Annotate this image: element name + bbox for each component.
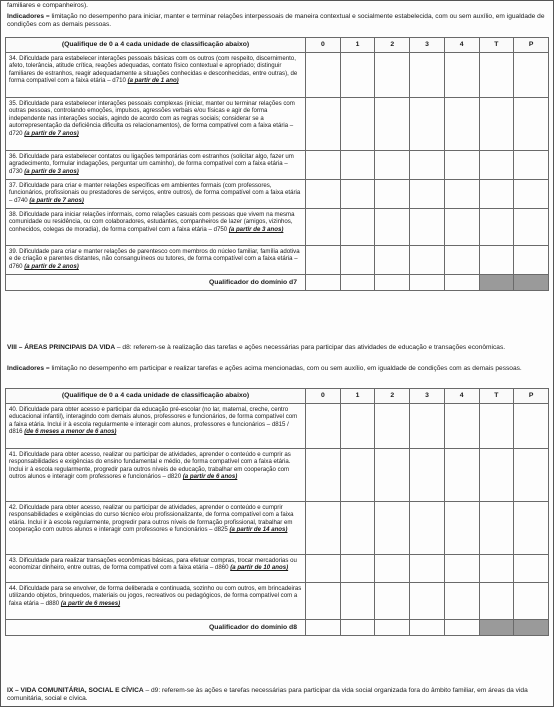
qualifier-cell-shaded [479, 619, 514, 636]
col-4: 4 [444, 38, 479, 53]
col-3: 3 [410, 389, 445, 404]
score-cell[interactable] [514, 554, 549, 582]
score-cell[interactable] [306, 448, 341, 501]
score-cell[interactable] [444, 448, 479, 501]
d8-table [5, 388, 549, 636]
score-cell[interactable] [340, 403, 375, 448]
score-cell[interactable] [375, 448, 410, 501]
score-cell[interactable] [410, 582, 445, 619]
item-44: 44. Dificuldade para se envolver, de forma deliberada e continuada, sozinho ou com outros, em brincadeiras utilizando objetos, brinquedos, materiais ou jogos, recreativos ou pedagógicos, de forma compatível com a faixa etária – d880 (a partir de 6 meses) [6, 582, 306, 619]
table-row [6, 97, 549, 150]
score-cell[interactable] [444, 403, 479, 448]
col-p: P [514, 38, 549, 53]
score-cell[interactable] [340, 150, 375, 179]
score-cell[interactable] [444, 554, 479, 582]
table-row [6, 245, 549, 274]
table-row [6, 554, 549, 582]
qualifier-cell-shaded [514, 619, 549, 636]
col-t: T [479, 38, 514, 53]
score-cell[interactable] [375, 501, 410, 554]
carryover-text: familiares e companheiros). [7, 2, 88, 9]
qualifier-cell[interactable] [340, 274, 375, 291]
qualifier-cell[interactable] [306, 619, 341, 636]
score-cell[interactable] [375, 582, 410, 619]
item-43: 43. Dificuldade para realizar transações econômicas básicas, para efetuar compras, trocar mercadorias ou economizar dinheiro, entre outras, de forma compatível com a faixa etária – d860 (a partir de 10 anos) [6, 554, 306, 582]
qualifier-cell-shaded [479, 274, 514, 291]
item-36: 36. Dificuldade para estabelecer contatos ou ligações temporárias com estranhos (solicitar algo, fazer um agradecimento, formular indagações, perguntar um caminho), de forma compatível com a faixa etária – d730 (a partir de 3 anos) [6, 150, 306, 179]
score-cell[interactable] [375, 97, 410, 150]
score-cell[interactable] [514, 501, 549, 554]
d8-header-instruction: (Qualifique de 0 a 4 cada unidade de classificação abaixo) [6, 389, 306, 404]
d7-indicators [7, 13, 547, 30]
score-cell[interactable] [340, 448, 375, 501]
score-cell[interactable] [410, 448, 445, 501]
qualifier-cell[interactable] [306, 274, 341, 291]
col-1: 1 [340, 389, 375, 404]
score-cell[interactable] [340, 245, 375, 274]
table-row [6, 582, 549, 619]
qualifier-cell[interactable] [410, 274, 445, 291]
score-cell[interactable] [306, 150, 341, 179]
col-1: 1 [340, 38, 375, 53]
d7-header-row [6, 38, 549, 53]
score-cell[interactable] [410, 501, 445, 554]
score-cell[interactable] [375, 208, 410, 245]
score-cell[interactable] [479, 448, 514, 501]
d8-title [7, 344, 547, 352]
col-4: 4 [444, 389, 479, 404]
score-cell[interactable] [306, 97, 341, 150]
score-cell[interactable] [340, 554, 375, 582]
score-cell[interactable] [514, 150, 549, 179]
score-cell[interactable] [479, 403, 514, 448]
score-cell[interactable] [340, 208, 375, 245]
col-p: P [514, 389, 549, 404]
score-cell[interactable] [479, 52, 514, 97]
score-cell[interactable] [375, 150, 410, 179]
d7-qualifier-row [6, 274, 549, 291]
score-cell[interactable] [340, 582, 375, 619]
score-cell[interactable] [514, 208, 549, 245]
col-0: 0 [306, 38, 341, 53]
table-row [6, 52, 549, 97]
score-cell[interactable] [306, 501, 341, 554]
score-cell[interactable] [479, 179, 514, 208]
score-cell[interactable] [514, 403, 549, 448]
d8-indicators-text: = limitação no desempenho em participar e realizar tarefas e ações acima mencionadas, com ou sem auxílio, em igualdade de condições com as demais pessoas. [44, 365, 522, 372]
score-cell[interactable] [444, 501, 479, 554]
d8-title-heading: VIII – ÁREAS PRINCIPAIS DA VIDA [7, 344, 116, 351]
d8-qualifier-label: Qualificador do domínio d8 [6, 619, 306, 636]
score-cell[interactable] [444, 52, 479, 97]
d7-qualifier-label: Qualificador do domínio d7 [6, 274, 306, 291]
item-35: 35. Dificuldade para estabelecer interações pessoais complexas (iniciar, manter ou terminar relações com outras pessoas, controlando emoções, impulsos, agressões verbais e/ou físicas e agir de forma independente nas interações sociais, agindo de acordo com as regras sociais; considerar se a autorrepresentação da deficiência dificulta os relacionamentos), de forma compatível com a faixa etária – d720 (a partir de 7 anos) [6, 97, 306, 150]
qualifier-cell[interactable] [444, 274, 479, 291]
item-40: 40. Dificuldade para obter acesso e participar da educação pré-escolar (no lar, maternal, creche, centro educacional infantil), interagindo com demais alunos, professores e funcionários, de forma compatível com a faixa etária. Inclui ir à escola regularmente e interagir com alunos, professores e funcionários – d815 / d816 (de 6 meses a menor de 6 anos) [6, 403, 306, 448]
score-cell[interactable] [444, 582, 479, 619]
score-cell[interactable] [306, 179, 341, 208]
score-cell[interactable] [410, 52, 445, 97]
item-41: 41. Dificuldade para obter acesso, realizar ou participar de atividades, aprender o conteúdo e cumprir as responsabilidades e exigências do ensino fundamental e médio, de forma compatível com a faixa etária. Inclui ir à escola regularmente, progredir para outros níveis de educação, trabalhar em cooperação com outros alunos e interagir com professores e funcionários – d820 (a partir de 6 anos) [6, 448, 306, 501]
d7-table [5, 37, 549, 291]
score-cell[interactable] [479, 554, 514, 582]
col-2: 2 [375, 389, 410, 404]
col-0: 0 [306, 389, 341, 404]
score-cell[interactable] [410, 150, 445, 179]
score-cell[interactable] [410, 208, 445, 245]
score-cell[interactable] [479, 582, 514, 619]
d9-title-heading: IX – VIDA COMUNITÁRIA, SOCIAL E CÍVICA [7, 687, 144, 694]
table-row [6, 501, 549, 554]
col-2: 2 [375, 38, 410, 53]
score-cell[interactable] [479, 245, 514, 274]
table-row [6, 208, 549, 245]
table-row [6, 403, 549, 448]
score-cell[interactable] [340, 501, 375, 554]
d8-indicators [7, 365, 547, 373]
score-cell[interactable] [514, 448, 549, 501]
item-37: 37. Dificuldade para criar e manter relações específicas em ambientes formais (com professores, funcionários, profissionais ou prestadores de serviços, entre outros), de forma compatível com a faixa etária – d740 (a partir de 7 anos) [6, 179, 306, 208]
d8-qualifier-row [6, 619, 549, 636]
score-cell[interactable] [479, 208, 514, 245]
d8-header-row [6, 389, 549, 404]
score-cell[interactable] [375, 245, 410, 274]
table-row [6, 179, 549, 208]
qualifier-cell[interactable] [444, 619, 479, 636]
score-cell[interactable] [514, 245, 549, 274]
score-cell[interactable] [514, 52, 549, 97]
score-cell[interactable] [340, 179, 375, 208]
qualifier-cell[interactable] [410, 619, 445, 636]
d7-header-instruction: (Qualifique de 0 a 4 cada unidade de classificação abaixo) [6, 38, 306, 53]
d9-title [7, 687, 547, 704]
score-cell[interactable] [340, 52, 375, 97]
score-cell[interactable] [306, 582, 341, 619]
d8-indicators-label: Indicadores [7, 365, 45, 372]
score-cell[interactable] [306, 245, 341, 274]
score-cell[interactable] [306, 208, 341, 245]
score-cell[interactable] [375, 52, 410, 97]
item-42: 42. Dificuldade para obter acesso, realizar ou participar de atividades, aprender o conteúdo e cumprir responsabilidades e exigências do curso técnico e/ou profissionalizante, de forma compatível com a faixa etária. Inclui ir à escola regularmente, progredir para outros níveis de formação profissional, trabalhar em cooperação com outros alunos e interagir com professores e funcionários – d825 (a partir de 14 anos) [6, 501, 306, 554]
score-cell[interactable] [410, 97, 445, 150]
item-38: 38. Dificuldade para iniciar relações informais, como relações casuais com pessoas que vivem na mesma comunidade ou residência, ou com colaboradores, estudantes, companheiros de lazer (amigos, vizinhos, conhecidos, colegas de moradia), de forma compatível com a faixa etária – d750 (a partir de 3 anos) [6, 208, 306, 245]
d7-indicators-label: Indicadores [7, 13, 45, 20]
score-cell[interactable] [375, 179, 410, 208]
qualifier-cell[interactable] [340, 619, 375, 636]
score-cell[interactable] [514, 97, 549, 150]
score-cell[interactable] [444, 150, 479, 179]
d8-title-rest: – d8: referem-se à realização das tarefas e ações necessárias para participar das atividades de educação e transações econômicas. [115, 344, 506, 351]
qualifier-cell[interactable] [375, 274, 410, 291]
score-cell[interactable] [479, 150, 514, 179]
item-34: 34. Dificuldade para estabelecer interações pessoais básicas com os outros (com respeito, discernimento, afeto, tolerância, atitude crítica, reações adequadas, contato físico contextual e apropriado; distinguir familiares de estranhos, reagir adequadamente a situações conhecidas e desconhecidas, entre outras), de forma compatível com a faixa etária – d710 (a partir de 1 ano) [6, 52, 306, 97]
score-cell[interactable] [340, 97, 375, 150]
d9-title-rest: – d9: referem-se às ações e tarefas necessárias para participar da vida social organizada fora do âmbito familiar, em áreas da vida comunitária, social e cívica. [7, 687, 528, 703]
score-cell[interactable] [410, 403, 445, 448]
score-cell[interactable] [410, 245, 445, 274]
score-cell[interactable] [444, 245, 479, 274]
score-cell[interactable] [375, 403, 410, 448]
table-row [6, 150, 549, 179]
score-cell[interactable] [410, 179, 445, 208]
score-cell[interactable] [306, 52, 341, 97]
col-t: T [479, 389, 514, 404]
score-cell[interactable] [444, 179, 479, 208]
item-39: 39. Dificuldade para criar e manter relações de parentesco com membros do núcleo familiar, família adotiva e de criação e parentes distantes, não consanguíneos ou tutores, de forma compatível com a faixa etária – d760 (a partir de 2 anos) [6, 245, 306, 274]
score-cell[interactable] [514, 179, 549, 208]
score-cell[interactable] [444, 97, 479, 150]
score-cell[interactable] [514, 582, 549, 619]
score-cell[interactable] [479, 97, 514, 150]
qualifier-cell[interactable] [375, 619, 410, 636]
d7-indicators-text: = limitação no desempenho para iniciar, manter e terminar relações interpessoais de maneira contextual e socialmente estabelecida, com ou sem auxílio, em igualdade de condições com as demais pessoas. [7, 13, 545, 29]
col-3: 3 [410, 38, 445, 53]
qualifier-cell-shaded [514, 274, 549, 291]
score-cell[interactable] [410, 554, 445, 582]
score-cell[interactable] [479, 501, 514, 554]
score-cell[interactable] [306, 554, 341, 582]
table-row [6, 448, 549, 501]
score-cell[interactable] [444, 208, 479, 245]
score-cell[interactable] [306, 403, 341, 448]
score-cell[interactable] [375, 554, 410, 582]
